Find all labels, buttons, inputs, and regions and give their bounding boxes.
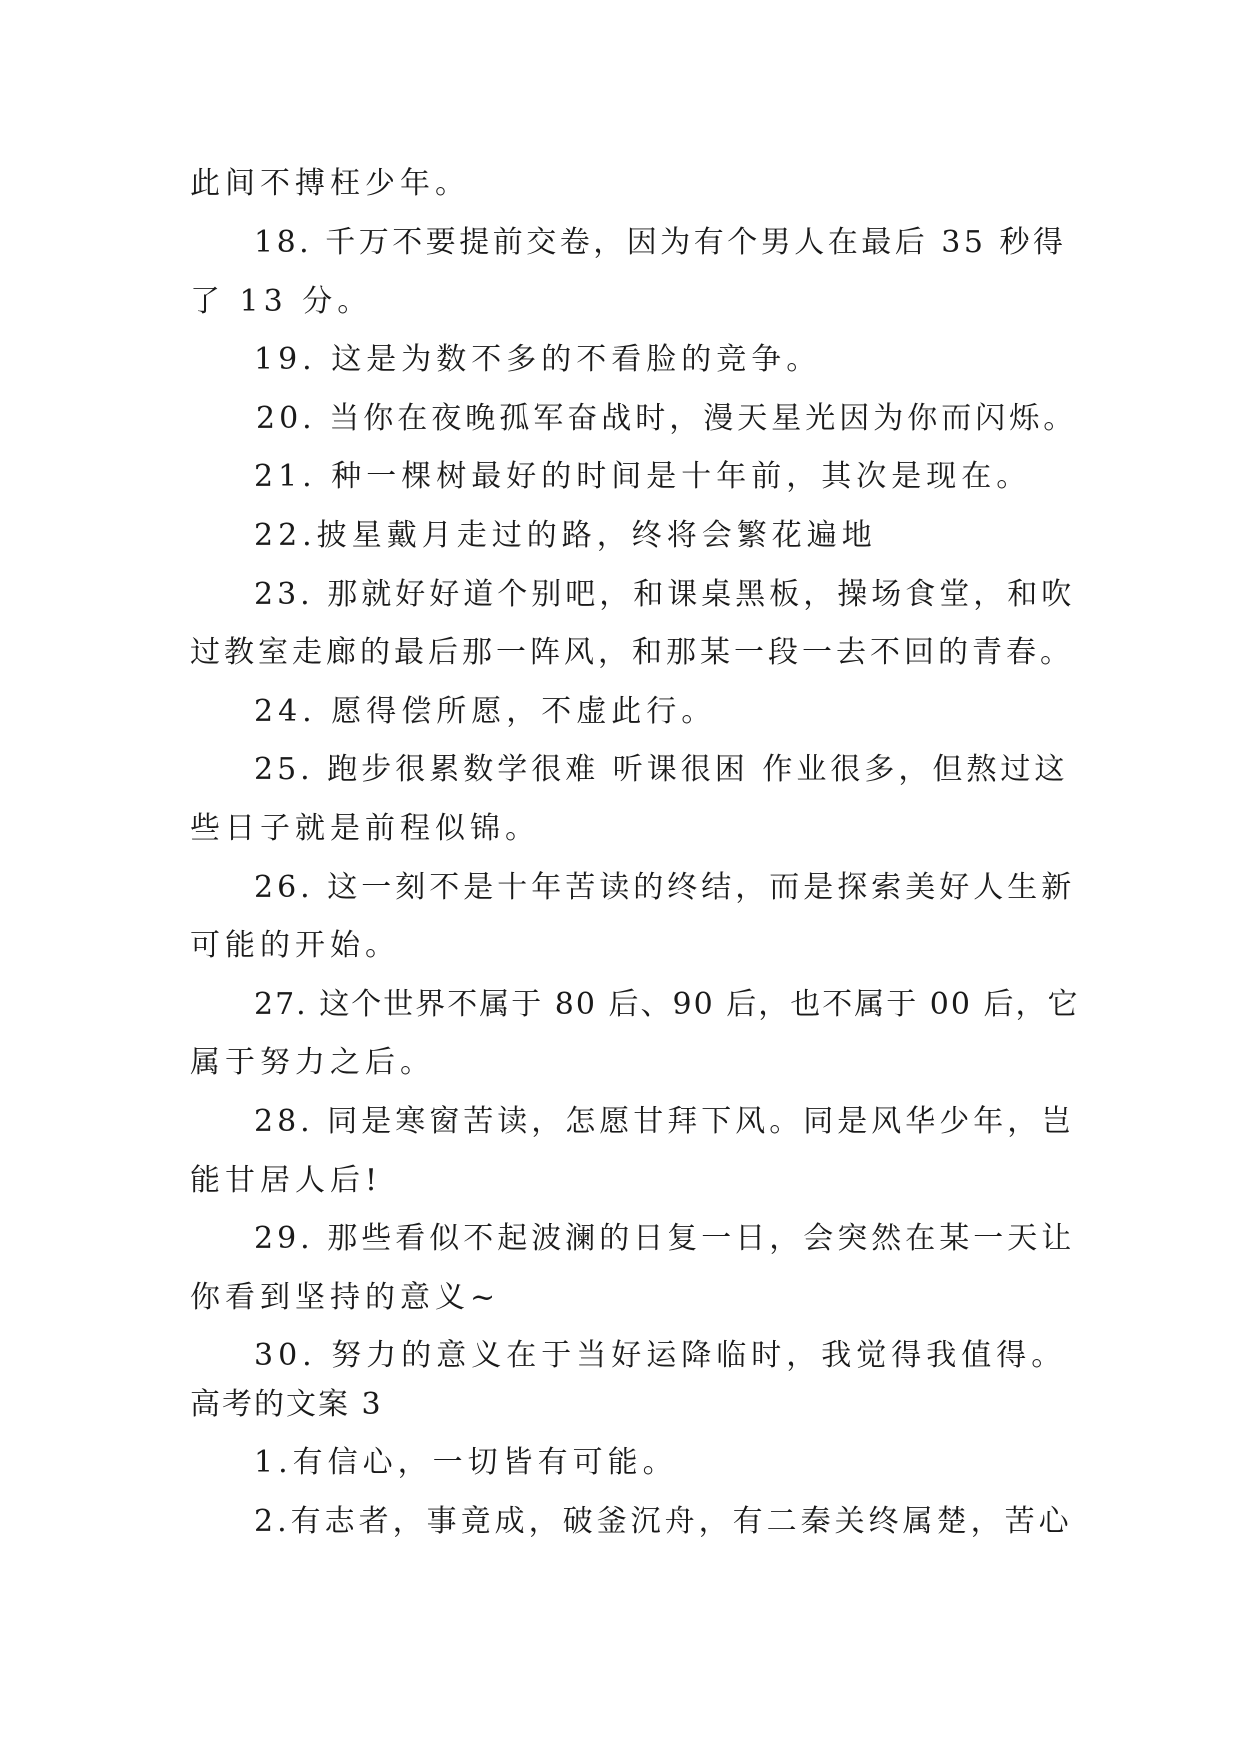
text-line: 你看到坚持的意义~ [190,1280,501,1315]
text-line: 过教室走廊的最后那一阵风，和那某一段一去不回的青春。 [190,635,1074,670]
list-item-19: 19. 这是为数不多的不看脸的竞争。 [254,342,822,377]
list-item-28: 28. 同是寒窗苦读，怎愿甘拜下风。同是风华少年，岂 [254,1104,1076,1139]
list-item-26: 26. 这一刻不是十年苦读的终结，而是探索美好人生新 [254,870,1076,905]
list-item-20: 20. 当你在夜晚孤军奋战时，漫天星光因为你而闪烁。 [256,401,1078,436]
text-line: 能甘居人后! [190,1163,383,1198]
list-item-2: 2.有志者，事竟成，破釜沉舟，有二秦关终属楚，苦心 [254,1504,1073,1539]
list-item-23: 23. 那就好好道个别吧，和课桌黑板，操场食堂，和吹 [254,577,1076,612]
list-item-21: 21. 种一棵树最好的时间是十年前，其次是现在。 [254,459,1032,494]
list-item-29: 29. 那些看似不起波澜的日复一日，会突然在某一天让 [254,1221,1076,1256]
list-item-24: 24. 愿得偿所愿，不虚此行。 [254,694,717,729]
list-item-18: 18. 千万不要提前交卷，因为有个男人在最后 35 秒得 [254,225,1067,260]
text-line: 些日子就是前程似锦。 [190,811,540,846]
list-item-25: 25. 跑步很累数学很难 听课很困 作业很多，但熬过这 [254,752,1069,787]
list-item-27: 27. 这个世界不属于 80 后、90 后，也不属于 00 后，它 [254,987,1080,1022]
text-line: 了 13 分。 [190,284,373,319]
section-heading: 高考的文案 3 [190,1387,383,1422]
list-item-22: 22.披星戴月走过的路，终将会繁花遍地 [254,518,877,553]
list-item-30: 30. 努力的意义在于当好运降临时，我觉得我值得。 [254,1338,1067,1373]
text-line: 属于努力之后。 [190,1045,435,1080]
text-line: 此间不搏枉少年。 [190,166,470,201]
list-item-1: 1.有信心，一切皆有可能。 [254,1445,678,1480]
text-line: 可能的开始。 [190,928,400,963]
